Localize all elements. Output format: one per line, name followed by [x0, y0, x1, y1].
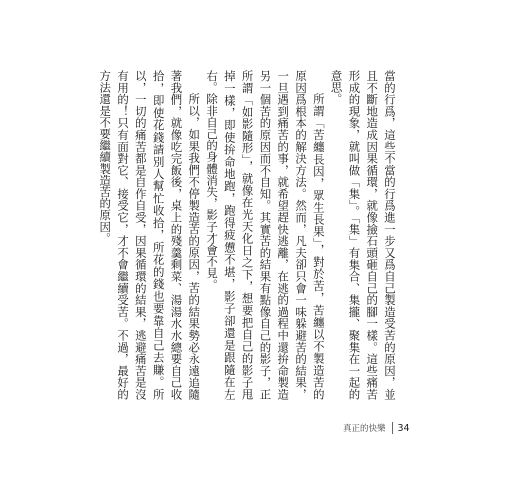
- page-footer: [343, 420, 410, 436]
- footer-divider: [392, 422, 393, 434]
- paragraph: 當的行爲，這些不當的行爲進一步又爲自己製造受苦的原因，並且不斷地造成因果循環，就像撿石頭砸自己的腳一樣。這些痛苦形成的現象，就叫做「集」。「集」有集合、集攏、聚集在一起的意思。: [329, 70, 397, 400]
- paragraph: 所謂「苦纏長因，眾生長果」，對於苦，苦纏以不製造苦的原因爲根本的解決方法。然而，凡夫卻只會一味躲避苦的結果，一旦遇到痛苦的事，就希望趕快逃離，在逃的過程中還拚命製造另一個苦的原因而不自知。其實苦的結果有點像自己的影子，正所謂「如影隨形」，就像在光天化日之下，想要把自己的影子甩掉一樣，即使拚命地跑，跑得疲憊不堪，影子卻還是跟隨在左右。除非自己的身體消失，影子才會不見。: [205, 70, 326, 400]
- page-number: 34: [397, 422, 410, 434]
- vertical-text-body: [98, 70, 398, 400]
- running-title: 真正的快樂: [343, 424, 386, 434]
- paragraph: 所以，如果我們不停製造苦的原因，苦的結果勢必永遠追隨著我們，就像吃完飯後，桌上的殘羹剩菜、湯湯水水總要自己收拾，即使花錢請別人幫忙收拾，所花的錢也要靠自己去賺。所以，一切的痛苦都是自作自受，因果循環的結果，逃避痛苦是沒有用的！只有面對它、接受它，才不會繼續受苦。不過，最好的方法還是不要繼續製造苦的原因。: [98, 70, 202, 400]
